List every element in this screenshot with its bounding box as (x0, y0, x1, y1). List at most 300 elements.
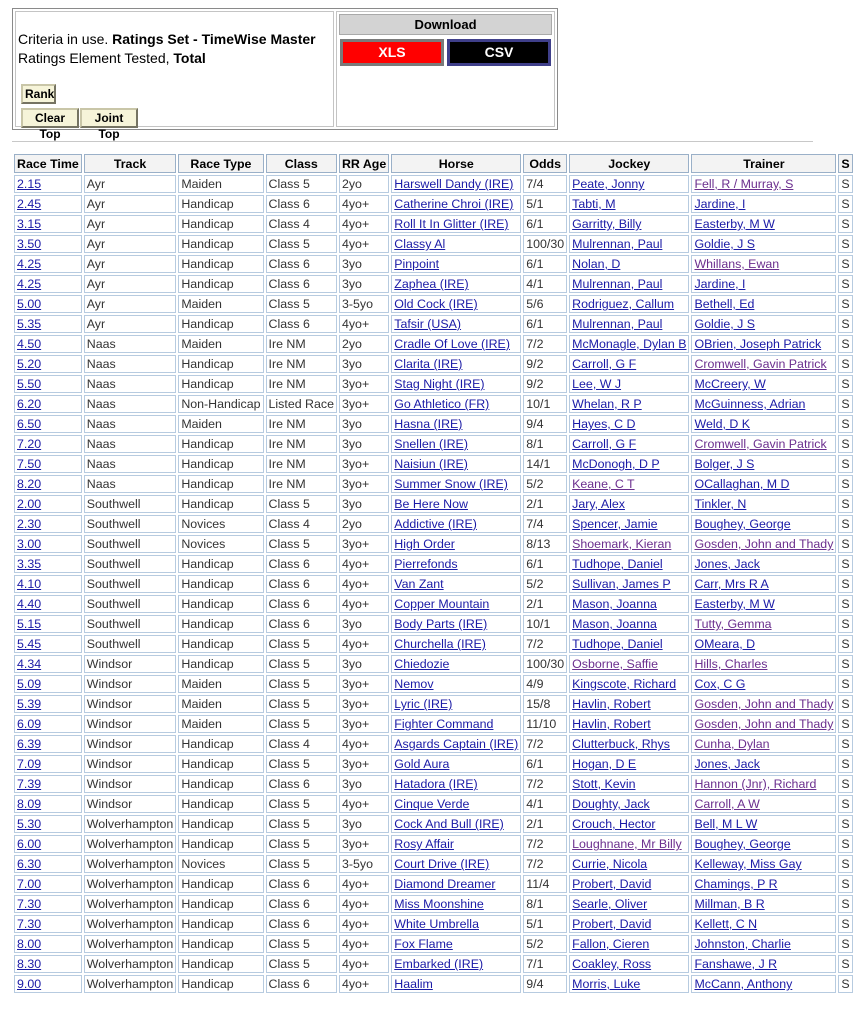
extra-cell: S (838, 855, 852, 873)
trainer-link[interactable]: Goldie, J S (691, 235, 836, 253)
race-type-cell: Maiden (178, 695, 263, 713)
table-row (14, 895, 853, 913)
jockey-link[interactable]: Mulrennan, Paul (569, 235, 689, 253)
header-trainer[interactable]: Trainer (691, 154, 836, 173)
extra-cell: S (838, 575, 852, 593)
race-time-link[interactable]: 7.30 (14, 915, 82, 933)
trainer-link[interactable]: Whillans, Ewan (691, 255, 836, 273)
jockey-link[interactable]: Tabti, M (569, 195, 689, 213)
race-time-link[interactable]: 6.30 (14, 855, 82, 873)
jockey-link[interactable]: McDonogh, D P (569, 455, 689, 473)
horse-link[interactable]: Hatadora (IRE) (391, 775, 521, 793)
jockey-link[interactable]: Coakley, Ross (569, 955, 689, 973)
race-type-cell: Handicap (178, 895, 263, 913)
jockey-link[interactable]: Carroll, G F (569, 435, 689, 453)
track-cell: Naas (84, 395, 177, 413)
horse-link[interactable]: Harswell Dandy (IRE) (391, 175, 521, 193)
race-type-cell: Handicap (178, 975, 263, 993)
jockey-link[interactable]: Crouch, Hector (569, 815, 689, 833)
race-type-cell: Handicap (178, 795, 263, 813)
horse-link[interactable]: Addictive (IRE) (391, 515, 521, 533)
rr-age-cell: 3yo+ (339, 675, 389, 693)
extra-cell: S (838, 195, 852, 213)
extra-cell: S (838, 435, 852, 453)
track-cell: Naas (84, 375, 177, 393)
track-cell: Wolverhampton (84, 855, 177, 873)
race-type-cell: Handicap (178, 475, 263, 493)
horse-link[interactable]: Rosy Affair (391, 835, 521, 853)
trainer-link[interactable]: Tutty, Gemma (691, 615, 836, 633)
race-type-cell: Maiden (178, 675, 263, 693)
ratings-set-value: Ratings Set - TimeWise Master (112, 31, 316, 47)
joint-top-button[interactable]: Joint Top (80, 108, 138, 128)
odds-cell: 8/1 (523, 895, 567, 913)
race-time-link[interactable]: 4.25 (14, 255, 82, 273)
race-type-cell: Maiden (178, 295, 263, 313)
horse-link[interactable]: Be Here Now (391, 495, 521, 513)
race-time-link[interactable]: 2.45 (14, 195, 82, 213)
race-time-link[interactable]: 7.39 (14, 775, 82, 793)
track-cell: Wolverhampton (84, 835, 177, 853)
track-cell: Naas (84, 435, 177, 453)
extra-cell: S (838, 695, 852, 713)
race-time-link[interactable]: 5.15 (14, 615, 82, 633)
horse-link[interactable]: Churchella (IRE) (391, 635, 521, 653)
race-time-link[interactable]: 8.00 (14, 935, 82, 953)
horse-link[interactable]: Summer Snow (IRE) (391, 475, 521, 493)
race-time-link[interactable]: 3.50 (14, 235, 82, 253)
trainer-link[interactable]: Kelleway, Miss Gay (691, 855, 836, 873)
rr-age-cell: 3yo+ (339, 835, 389, 853)
results-table (12, 152, 855, 995)
horse-link[interactable]: Pinpoint (391, 255, 521, 273)
header-extra[interactable]: S (838, 154, 852, 173)
jockey-link[interactable]: Havlin, Robert (569, 715, 689, 733)
jockey-link[interactable]: Shoemark, Kieran (569, 535, 689, 553)
horse-link[interactable]: Court Drive (IRE) (391, 855, 521, 873)
horse-link[interactable]: Naisiun (IRE) (391, 455, 521, 473)
race-time-link[interactable]: 7.50 (14, 455, 82, 473)
jockey-link[interactable]: Kingscote, Richard (569, 675, 689, 693)
race-type-cell: Handicap (178, 915, 263, 933)
race-time-link[interactable]: 5.20 (14, 355, 82, 373)
jockey-link[interactable]: Mason, Joanna (569, 595, 689, 613)
horse-link[interactable]: Asgards Captain (IRE) (391, 735, 521, 753)
table-row (14, 235, 853, 253)
trainer-link[interactable]: Cromwell, Gavin Patrick (691, 355, 836, 373)
trainer-link[interactable]: Johnston, Charlie (691, 935, 836, 953)
download-panel (336, 11, 555, 127)
criteria-element (18, 50, 206, 66)
horse-link[interactable]: Pierrefonds (391, 555, 521, 573)
race-type-cell: Handicap (178, 455, 263, 473)
horse-link[interactable]: Catherine Chroi (IRE) (391, 195, 521, 213)
race-time-link[interactable]: 5.00 (14, 295, 82, 313)
race-time-link[interactable]: 2.15 (14, 175, 82, 193)
table-row (14, 255, 853, 273)
trainer-link[interactable]: Jones, Jack (691, 555, 836, 573)
jockey-link[interactable]: Nolan, D (569, 255, 689, 273)
race-time-link[interactable]: 7.30 (14, 895, 82, 913)
clear-top-button[interactable]: Clear Top (21, 108, 79, 128)
horse-link[interactable]: Old Cock (IRE) (391, 295, 521, 313)
track-cell: Wolverhampton (84, 895, 177, 913)
race-time-link[interactable]: 4.34 (14, 655, 82, 673)
horse-link[interactable]: Gold Aura (391, 755, 521, 773)
race-time-link[interactable]: 5.39 (14, 695, 82, 713)
jockey-link[interactable]: Doughty, Jack (569, 795, 689, 813)
odds-cell: 100/30 (523, 235, 567, 253)
trainer-link[interactable]: Bethell, Ed (691, 295, 836, 313)
table-row (14, 835, 853, 853)
trainer-link[interactable]: Carroll, A W (691, 795, 836, 813)
trainer-link[interactable]: Weld, D K (691, 415, 836, 433)
horse-link[interactable]: Zaphea (IRE) (391, 275, 521, 293)
rr-age-cell: 4yo+ (339, 735, 389, 753)
rr-age-cell: 3yo+ (339, 475, 389, 493)
horse-link[interactable]: Embarked (IRE) (391, 955, 521, 973)
horse-link[interactable]: High Order (391, 535, 521, 553)
trainer-link[interactable]: Easterby, M W (691, 595, 836, 613)
table-row (14, 335, 853, 353)
horse-link[interactable]: Lyric (IRE) (391, 695, 521, 713)
jockey-link[interactable]: Probert, David (569, 915, 689, 933)
table-row (14, 575, 853, 593)
jockey-link[interactable]: Hogan, D E (569, 755, 689, 773)
extra-cell: S (838, 815, 852, 833)
odds-cell: 5/1 (523, 195, 567, 213)
header-race-type[interactable]: Race Type (178, 154, 263, 173)
trainer-link[interactable]: Bell, M L W (691, 815, 836, 833)
jockey-link[interactable]: Fallon, Cieren (569, 935, 689, 953)
trainer-link[interactable]: Carr, Mrs R A (691, 575, 836, 593)
extra-cell: S (838, 335, 852, 353)
header-track[interactable]: Track (84, 154, 177, 173)
track-cell: Southwell (84, 535, 177, 553)
table-row (14, 655, 853, 673)
jockey-link[interactable]: Rodriguez, Callum (569, 295, 689, 313)
extra-cell: S (838, 635, 852, 653)
trainer-link[interactable]: Hannon (Jnr), Richard (691, 775, 836, 793)
jockey-link[interactable]: Probert, David (569, 875, 689, 893)
table-row (14, 495, 853, 513)
trainer-link[interactable]: Jones, Jack (691, 755, 836, 773)
table-row (14, 415, 853, 433)
race-time-link[interactable]: 3.15 (14, 215, 82, 233)
rr-age-cell: 4yo+ (339, 235, 389, 253)
trainer-link[interactable]: Cox, C G (691, 675, 836, 693)
race-time-link[interactable]: 3.35 (14, 555, 82, 573)
horse-link[interactable]: Cock And Bull (IRE) (391, 815, 521, 833)
jockey-link[interactable]: Currie, Nicola (569, 855, 689, 873)
table-row (14, 735, 853, 753)
jockey-link[interactable]: Morris, Luke (569, 975, 689, 993)
extra-cell: S (838, 475, 852, 493)
trainer-link[interactable]: McCann, Anthony (691, 975, 836, 993)
jockey-link[interactable]: Spencer, Jamie (569, 515, 689, 533)
odds-cell: 2/1 (523, 495, 567, 513)
extra-cell: S (838, 975, 852, 993)
odds-cell: 6/1 (523, 755, 567, 773)
race-type-cell: Handicap (178, 255, 263, 273)
trainer-link[interactable]: McCreery, W (691, 375, 836, 393)
odds-cell: 6/1 (523, 215, 567, 233)
trainer-link[interactable]: Gosden, John and Thady (691, 695, 836, 713)
race-time-link[interactable]: 8.20 (14, 475, 82, 493)
class-cell: Class 5 (266, 935, 337, 953)
jockey-link[interactable]: Mason, Joanna (569, 615, 689, 633)
race-type-cell: Maiden (178, 175, 263, 193)
track-cell: Wolverhampton (84, 875, 177, 893)
jockey-link[interactable]: Hayes, C D (569, 415, 689, 433)
class-cell: Class 6 (266, 875, 337, 893)
trainer-link[interactable]: Easterby, M W (691, 215, 836, 233)
horse-link[interactable]: White Umbrella (391, 915, 521, 933)
horse-link[interactable]: Go Athletico (FR) (391, 395, 521, 413)
race-time-link[interactable]: 4.10 (14, 575, 82, 593)
jockey-link[interactable]: Garritty, Billy (569, 215, 689, 233)
track-cell: Southwell (84, 595, 177, 613)
track-cell: Ayr (84, 195, 177, 213)
class-cell: Class 4 (266, 515, 337, 533)
jockey-link[interactable]: Carroll, G F (569, 355, 689, 373)
class-cell: Ire NM (266, 455, 337, 473)
race-time-link[interactable]: 3.00 (14, 535, 82, 553)
trainer-link[interactable]: Kellett, C N (691, 915, 836, 933)
horse-link[interactable]: Body Parts (IRE) (391, 615, 521, 633)
jockey-link[interactable]: Stott, Kevin (569, 775, 689, 793)
class-cell: Class 5 (266, 715, 337, 733)
horse-link[interactable]: Cradle Of Love (IRE) (391, 335, 521, 353)
race-time-link[interactable]: 2.00 (14, 495, 82, 513)
jockey-link[interactable]: Mulrennan, Paul (569, 275, 689, 293)
horse-link[interactable]: Copper Mountain (391, 595, 521, 613)
jockey-link[interactable]: Tudhope, Daniel (569, 635, 689, 653)
jockey-link[interactable]: Mulrennan, Paul (569, 315, 689, 333)
rr-age-cell: 3yo (339, 275, 389, 293)
horse-link[interactable]: Chiedozie (391, 655, 521, 673)
trainer-link[interactable]: Hills, Charles (691, 655, 836, 673)
race-type-cell: Handicap (178, 595, 263, 613)
trainer-link[interactable]: Cromwell, Gavin Patrick (691, 435, 836, 453)
rr-age-cell: 4yo+ (339, 975, 389, 993)
odds-cell: 2/1 (523, 815, 567, 833)
race-time-link[interactable]: 9.00 (14, 975, 82, 993)
jockey-link[interactable]: Havlin, Robert (569, 695, 689, 713)
race-time-link[interactable]: 5.30 (14, 815, 82, 833)
race-time-link[interactable]: 5.35 (14, 315, 82, 333)
download-csv-button[interactable]: CSV (447, 39, 551, 66)
rr-age-cell: 2yo (339, 335, 389, 353)
odds-cell: 9/2 (523, 375, 567, 393)
race-time-link[interactable]: 6.39 (14, 735, 82, 753)
trainer-link[interactable]: Tinkler, N (691, 495, 836, 513)
rr-age-cell: 4yo+ (339, 895, 389, 913)
horse-link[interactable]: Haalim (391, 975, 521, 993)
jockey-link[interactable]: Osborne, Saffie (569, 655, 689, 673)
table-row (14, 175, 853, 193)
table-row (14, 955, 853, 973)
extra-cell: S (838, 615, 852, 633)
table-row (14, 815, 853, 833)
jockey-link[interactable]: Searle, Oliver (569, 895, 689, 913)
table-header-row (14, 154, 853, 173)
horse-link[interactable]: Clarita (IRE) (391, 355, 521, 373)
table-row (14, 595, 853, 613)
odds-cell: 7/2 (523, 835, 567, 853)
race-time-link[interactable]: 4.25 (14, 275, 82, 293)
extra-cell: S (838, 795, 852, 813)
horse-link[interactable]: Hasna (IRE) (391, 415, 521, 433)
trainer-link[interactable]: Millman, B R (691, 895, 836, 913)
odds-cell: 6/1 (523, 255, 567, 273)
horse-link[interactable]: Snellen (IRE) (391, 435, 521, 453)
jockey-link[interactable]: Peate, Jonny (569, 175, 689, 193)
track-cell: Windsor (84, 735, 177, 753)
horse-link[interactable]: Cinque Verde (391, 795, 521, 813)
trainer-link[interactable]: Chamings, P R (691, 875, 836, 893)
table-row (14, 475, 853, 493)
odds-cell: 7/2 (523, 775, 567, 793)
track-cell: Naas (84, 415, 177, 433)
class-cell: Class 6 (266, 595, 337, 613)
track-cell: Southwell (84, 635, 177, 653)
trainer-link[interactable]: Cunha, Dylan (691, 735, 836, 753)
race-time-link[interactable]: 5.45 (14, 635, 82, 653)
race-time-link[interactable]: 6.20 (14, 395, 82, 413)
race-time-link[interactable]: 2.30 (14, 515, 82, 533)
header-rr-age[interactable]: RR Age (339, 154, 389, 173)
jockey-link[interactable]: Clutterbuck, Rhys (569, 735, 689, 753)
odds-cell: 2/1 (523, 595, 567, 613)
jockey-link[interactable]: Keane, C T (569, 475, 689, 493)
extra-cell: S (838, 215, 852, 233)
race-time-link[interactable]: 7.00 (14, 875, 82, 893)
odds-cell: 5/2 (523, 935, 567, 953)
trainer-link[interactable]: OBrien, Joseph Patrick (691, 335, 836, 353)
track-cell: Windsor (84, 695, 177, 713)
jockey-link[interactable]: Loughnane, Mr Billy (569, 835, 689, 853)
jockey-link[interactable]: Sullivan, James P (569, 575, 689, 593)
rr-age-cell: 3yo (339, 775, 389, 793)
horse-link[interactable]: Roll It In Glitter (IRE) (391, 215, 521, 233)
track-cell: Wolverhampton (84, 955, 177, 973)
header-class[interactable]: Class (266, 154, 337, 173)
race-time-link[interactable]: 6.00 (14, 835, 82, 853)
table-row (14, 515, 853, 533)
jockey-link[interactable]: Jary, Alex (569, 495, 689, 513)
odds-cell: 7/4 (523, 515, 567, 533)
jockey-link[interactable]: Lee, W J (569, 375, 689, 393)
table-row (14, 615, 853, 633)
rank-button[interactable]: Rank (21, 84, 56, 104)
trainer-link[interactable]: OCallaghan, M D (691, 475, 836, 493)
criteria-ratings-set (18, 31, 316, 47)
race-time-link[interactable]: 6.09 (14, 715, 82, 733)
horse-link[interactable]: Tafsir (USA) (391, 315, 521, 333)
trainer-link[interactable]: Jardine, I (691, 275, 836, 293)
class-cell: Ire NM (266, 375, 337, 393)
race-time-link[interactable]: 7.09 (14, 755, 82, 773)
header-odds[interactable]: Odds (523, 154, 567, 173)
table-row (14, 275, 853, 293)
horse-link[interactable]: Classy Al (391, 235, 521, 253)
trainer-link[interactable]: McGuinness, Adrian (691, 395, 836, 413)
race-time-link[interactable]: 7.20 (14, 435, 82, 453)
race-time-link[interactable]: 4.40 (14, 595, 82, 613)
race-type-cell: Novices (178, 515, 263, 533)
track-cell: Naas (84, 335, 177, 353)
trainer-link[interactable]: Jardine, I (691, 195, 836, 213)
trainer-link[interactable]: Gosden, John and Thady (691, 715, 836, 733)
odds-cell: 10/1 (523, 615, 567, 633)
class-cell: Class 5 (266, 835, 337, 853)
trainer-link[interactable]: OMeara, D (691, 635, 836, 653)
track-cell: Ayr (84, 175, 177, 193)
track-cell: Wolverhampton (84, 815, 177, 833)
track-cell: Southwell (84, 615, 177, 633)
jockey-link[interactable]: Whelan, R P (569, 395, 689, 413)
horse-link[interactable]: Miss Moonshine (391, 895, 521, 913)
trainer-link[interactable]: Boughey, George (691, 835, 836, 853)
race-type-cell: Handicap (178, 655, 263, 673)
trainer-link[interactable]: Goldie, J S (691, 315, 836, 333)
class-cell: Ire NM (266, 335, 337, 353)
class-cell: Class 4 (266, 735, 337, 753)
trainer-link[interactable]: Boughey, George (691, 515, 836, 533)
rr-age-cell: 3-5yo (339, 295, 389, 313)
jockey-link[interactable]: Tudhope, Daniel (569, 555, 689, 573)
race-time-link[interactable]: 4.50 (14, 335, 82, 353)
horse-link[interactable]: Diamond Dreamer (391, 875, 521, 893)
extra-cell: S (838, 275, 852, 293)
table-row (14, 455, 853, 473)
extra-cell: S (838, 535, 852, 553)
horse-link[interactable]: Fox Flame (391, 935, 521, 953)
header-horse[interactable]: Horse (391, 154, 521, 173)
rr-age-cell: 3yo (339, 495, 389, 513)
download-xls-button[interactable]: XLS (340, 39, 444, 66)
odds-cell: 9/4 (523, 975, 567, 993)
table-row (14, 675, 853, 693)
horse-link[interactable]: Nemov (391, 675, 521, 693)
rr-age-cell: 4yo+ (339, 795, 389, 813)
horse-link[interactable]: Van Zant (391, 575, 521, 593)
class-cell: Class 5 (266, 795, 337, 813)
jockey-link[interactable]: McMonagle, Dylan B (569, 335, 689, 353)
table-row (14, 435, 853, 453)
race-time-link[interactable]: 8.09 (14, 795, 82, 813)
trainer-link[interactable]: Gosden, John and Thady (691, 535, 836, 553)
trainer-link[interactable]: Fell, R / Murray, S (691, 175, 836, 193)
race-time-link[interactable]: 5.09 (14, 675, 82, 693)
header-jockey[interactable]: Jockey (569, 154, 689, 173)
rr-age-cell: 3yo (339, 435, 389, 453)
trainer-link[interactable]: Fanshawe, J R (691, 955, 836, 973)
race-type-cell: Handicap (178, 955, 263, 973)
horse-link[interactable]: Fighter Command (391, 715, 521, 733)
horse-link[interactable]: Stag Night (IRE) (391, 375, 521, 393)
extra-cell: S (838, 315, 852, 333)
race-time-link[interactable]: 5.50 (14, 375, 82, 393)
trainer-link[interactable]: Bolger, J S (691, 455, 836, 473)
extra-cell: S (838, 755, 852, 773)
track-cell: Windsor (84, 775, 177, 793)
race-time-link[interactable]: 6.50 (14, 415, 82, 433)
header-race-time[interactable]: Race Time (14, 154, 82, 173)
race-type-cell: Handicap (178, 495, 263, 513)
race-time-link[interactable]: 8.30 (14, 955, 82, 973)
